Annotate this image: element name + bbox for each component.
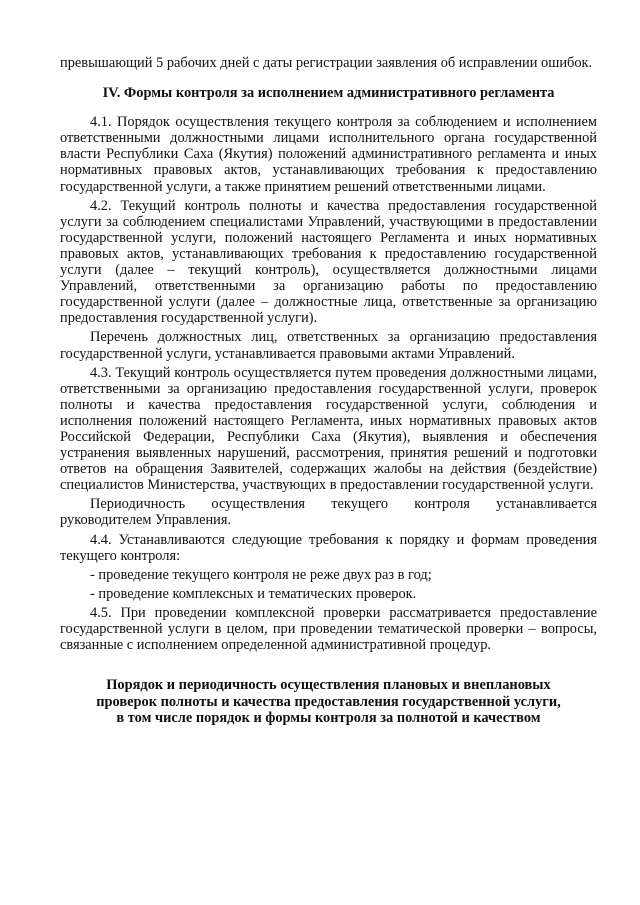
subsection-heading bbox=[60, 677, 597, 727]
paragraph-4-3: 4.3. Текущий контроль осуществляется путем проведения должностными лицами, ответственными за организацию предоставления государственной услуги, проверок полноты и качества предоставления государственной услуги, соблюдения и исполнения положений настоящего Регламента, иных нормативных правовых актов Российской Федерации, Республики Саха (Якутия), выявления и обеспечения устранения выявленных нарушений, рассмотрения, принятия решений и подготовки ответов на обращения Заявителей, содержащих жалобы на действия (бездействие) специалистов Министерства, участвующих в предоставлении государственной услуги. bbox=[60, 364, 597, 494]
section-title: IV. Формы контроля за исполнением административного регламента bbox=[102, 85, 555, 102]
list-item-inspections: - проведение комплексных и тематических проверок. bbox=[90, 585, 417, 602]
subsection-heading-line: Порядок и периодичность осуществления плановых и внеплановых bbox=[106, 677, 551, 694]
list-item-control-frequency: - проведение текущего контроля не реже двух раз в год; bbox=[90, 566, 432, 583]
paragraph-officials-list: Перечень должностных лиц, ответственных за организацию предоставления государственной услуги, устанавливается правовыми актами Управлений. bbox=[60, 329, 597, 362]
intro-paragraph: превышающий 5 рабочих дней с даты регистрации заявления об исправлении ошибок. bbox=[60, 55, 593, 71]
subsection-heading-line: в том числе порядок и формы контроля за полнотой и качеством bbox=[116, 710, 541, 727]
paragraph-periodicity: Периодичность осуществления текущего контроля устанавливается руководителем Управления. bbox=[60, 496, 597, 529]
paragraph-4-1: 4.1. Порядок осуществления текущего контроля за соблюдением и исполнением ответственными должностными лицами исполнительного органа государственной власти Республики Саха (Якутия) положений административного регламента и иных нормативных правовых актов, устанавливающих требования к предоставлению государственной услуги, а также принятием решений ответственными лицами. bbox=[60, 114, 597, 195]
subsection-heading-line: проверок полноты и качества предоставления государственной услуги, bbox=[96, 693, 561, 710]
paragraph-4-2: 4.2. Текущий контроль полноты и качества предоставления государственной услуги за соблюдением специалистами Управлений, участвующими в предоставлении государственной услуги, положений настоящего Регламента и иных нормативных правовых актов, устанавливающих требования к предоставлению государственной услуги (далее – текущий контроль), осуществляется должностными лицами Управлений, ответственными за организацию работы по предоставлению государственной услуги (далее – должностные лица, ответственные за организацию предоставления государственной услуги). bbox=[60, 197, 597, 327]
paragraph-4-4: 4.4. Устанавливаются следующие требования к порядку и формам проведения текущего контроля: bbox=[60, 531, 597, 564]
paragraph-4-5: 4.5. При проведении комплексной проверки рассматривается предоставление государственной услуги в целом, при проведении тематической проверки – вопросы, связанные с исполнением определенной административной процедур. bbox=[60, 604, 597, 654]
document-page bbox=[60, 55, 597, 727]
